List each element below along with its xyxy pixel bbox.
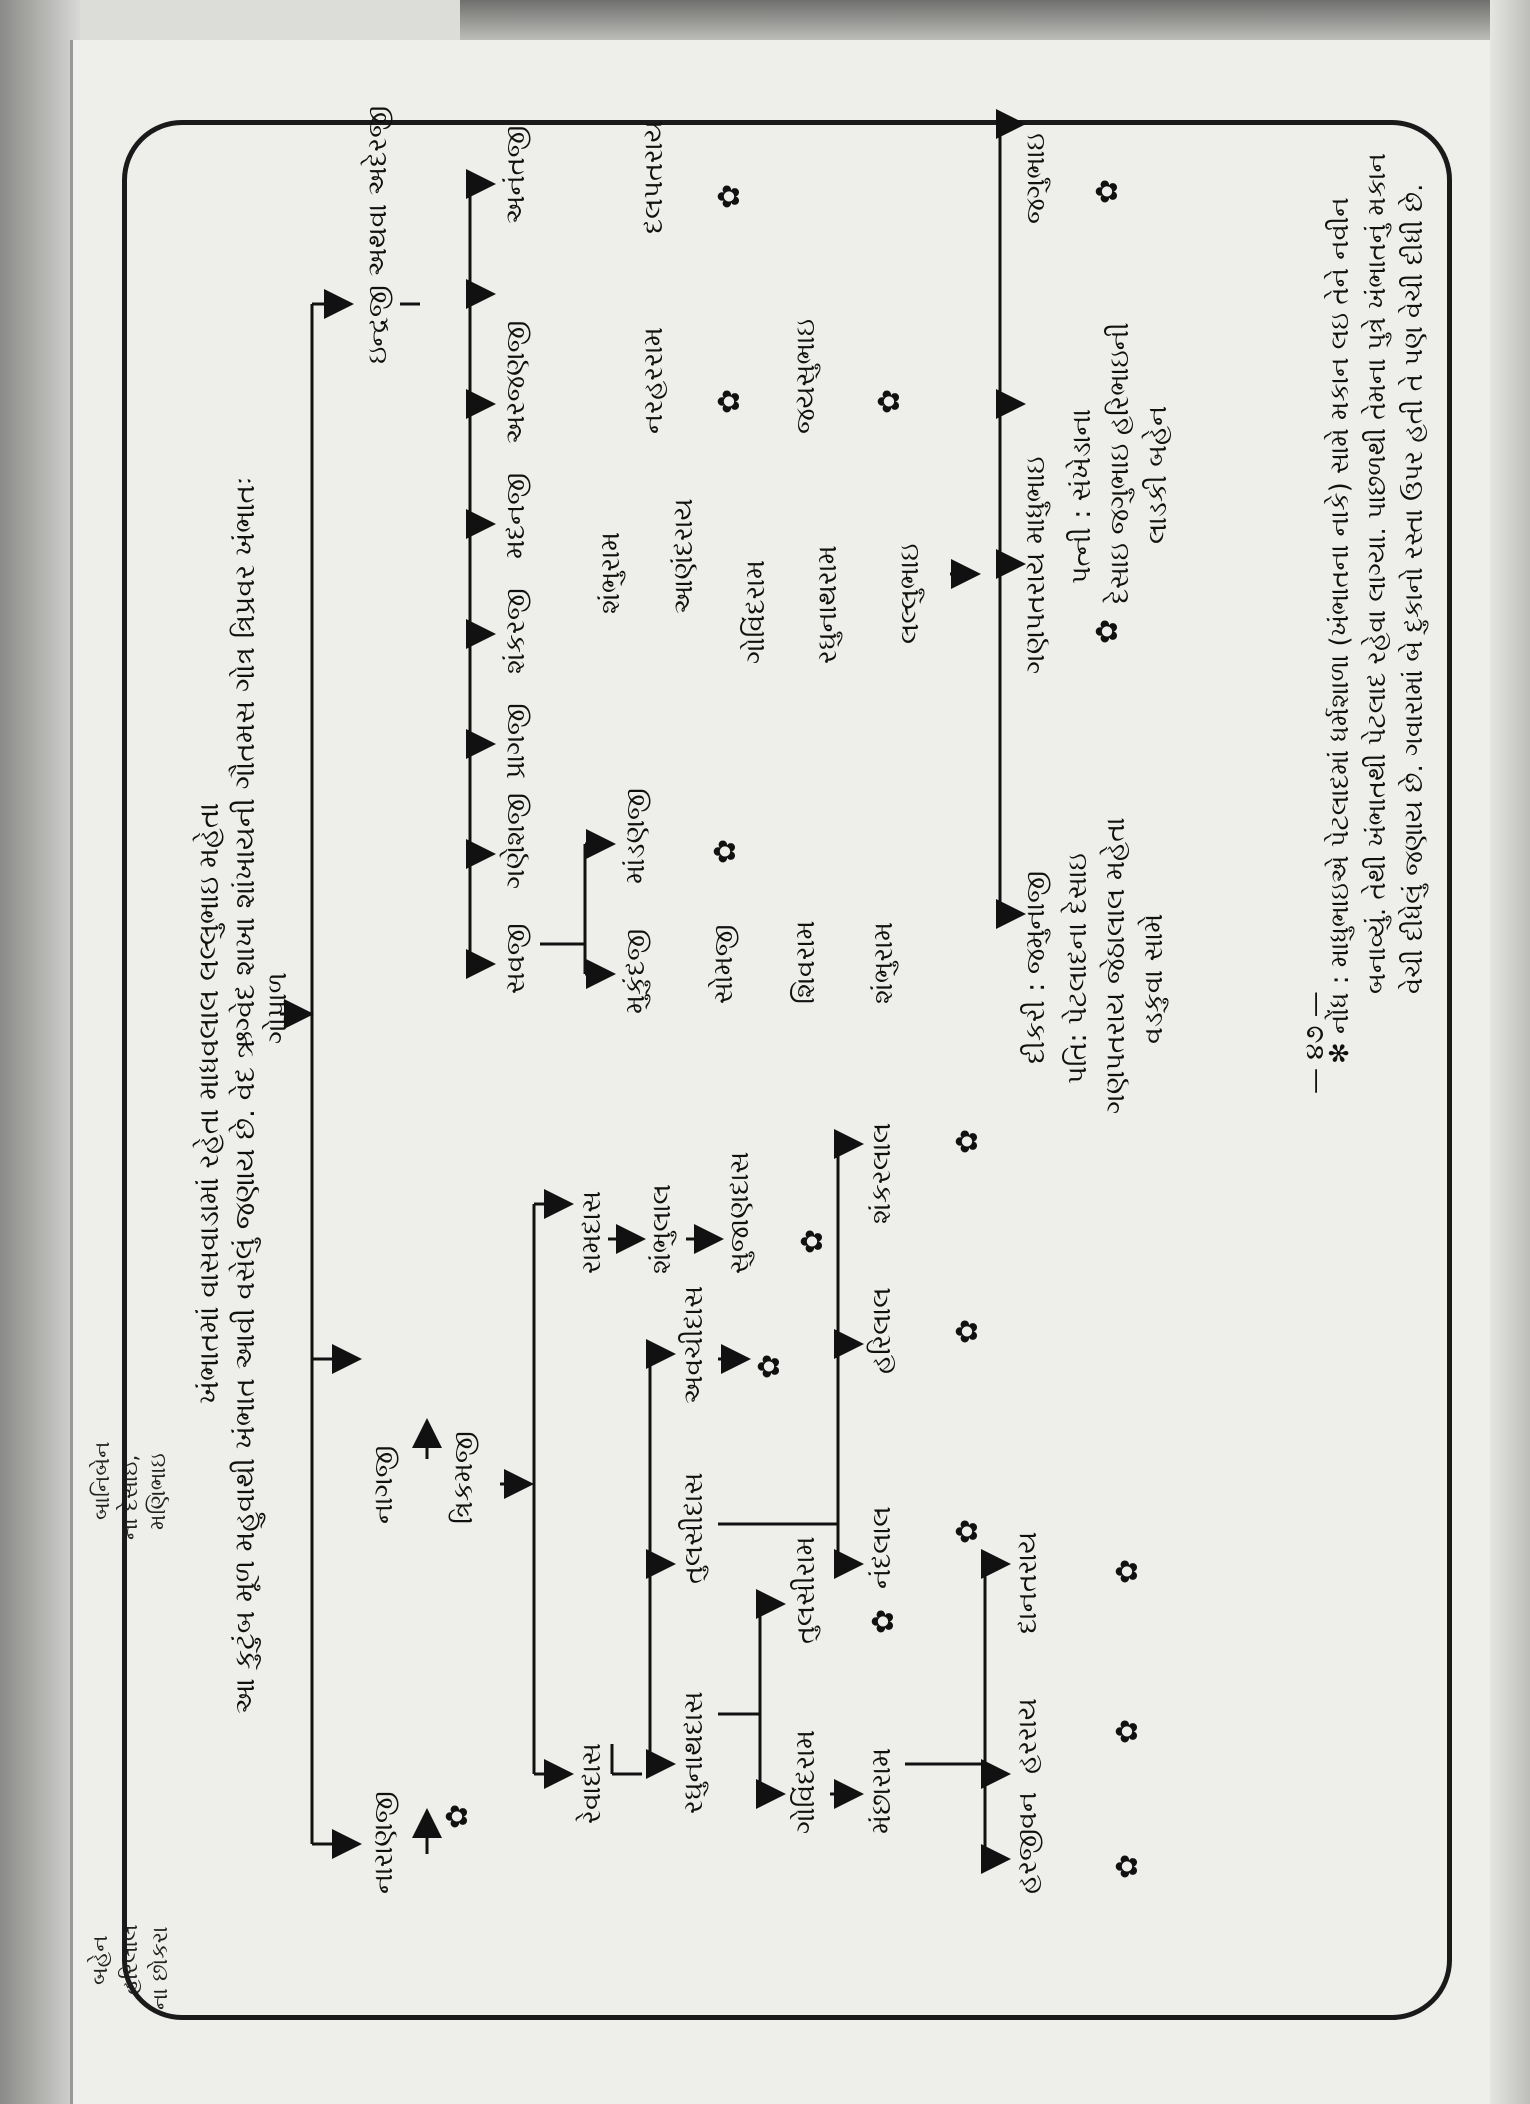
person-anandrai: આણંદરાય (668, 498, 699, 614)
person-trikamji: ત્રિકમજી (448, 1431, 479, 1524)
madhubhai-wife-3: લાડકી બહેન (1142, 405, 1173, 544)
side-text-1: બહેન (88, 1935, 113, 1985)
footnote-line-3: વેચી દીધેલું જણાય છે. ગવારામાં બે દુકાનો રસ્તા ઉપર હતી તે પણ વેચી દીધી છે. (1399, 183, 1429, 994)
footnote-line-1: ✻ નોંધ : માધુભાઇએ પેટલાદમાં ધર્મશાળા (ખંભાતના નાકે) સામે મકાન લઇ તેને નવીન (1325, 197, 1355, 1064)
daughter-line-4: વડકુવા સામે (1138, 913, 1169, 1044)
madhubhai-wife-2: દેસાઇ જગુભાઇ હરિભાઇની (1104, 322, 1135, 604)
person-tulsiram: તુલસીરામ (790, 1536, 821, 1644)
side-text-2: હરિલાલ (118, 1924, 143, 1995)
person-mandanji: માંડણજી (620, 787, 651, 884)
person-sujandas: સુજાણદાસ (724, 1151, 755, 1274)
person-nandlal: નંદલાલ (866, 1506, 897, 1589)
header-line-2: આ કુટુંબ મૂળ મહુવાથી ખંભાત આવી વસેલું જણાય છે. વેદ ઋગ્વેદ શાખા શાંખાયની ગૌતમસ ગોત્ર ત્રિપ્રવર ખંભાતઃ (228, 476, 261, 1714)
person-shankarji: શંકરજી (500, 588, 531, 674)
person-harrai: હરરાય (1012, 1698, 1043, 1774)
person-jagubhai: જગુભાઇ (1020, 133, 1051, 224)
flower-icon: ✿ (1110, 1718, 1145, 1744)
side-text-4: બાનિબેન (90, 1441, 115, 1520)
header-line-1: ખંભાતમાં વાસવાડામાં રહેતા માધવલાલ લલ્લુભાઇ મહેતા (192, 802, 225, 1404)
person-arjanji: અરજણજી (500, 320, 531, 444)
person-madhubhai: માધુભાઇ (1020, 456, 1051, 544)
person-shivram: શિવરામ (790, 920, 821, 1004)
person-ramdas: રામદાસ (576, 1190, 607, 1274)
flower-icon: ✿ (752, 1353, 787, 1379)
person-anantji: અનંતજી (500, 125, 531, 224)
madhubhai-wife-1: પત્ની : સંખેડાના (1066, 408, 1097, 584)
daughter-line-2: પતિ: પેટલાદના દેસાઇ (1062, 853, 1093, 1084)
flower-icon: ✿ (708, 838, 743, 864)
flower-icon: ✿ (712, 388, 747, 414)
flower-icon: ✿ (1090, 618, 1125, 644)
person-shambhulal: શંભુલાલ (646, 1184, 677, 1274)
person-shambhuram-1: શંભુરામ (868, 921, 899, 1004)
person-narayanji: નારાણજી (368, 1791, 399, 1894)
person-harilal: હરિલાલ (866, 1287, 897, 1374)
person-ganeshji: ગણેશજી (500, 792, 531, 889)
person-raghunathdas: રઘુનાથદાસ (678, 1691, 709, 1814)
person-tulsidas: તુલસીદાસ (678, 1472, 709, 1584)
person-shambhuram-2: શંભુરામ (595, 531, 626, 614)
tree-root: ગોપાળ (262, 972, 293, 1044)
flower-icon: ✿ (950, 1518, 985, 1544)
flower-icon: ✿ (1110, 1853, 1145, 1879)
person-manchharam: મંછારામ (866, 1747, 897, 1834)
person-govindram-2: ગોવિંદરામ (740, 559, 771, 664)
person-naharram: નરહરરામ (638, 327, 669, 434)
flower-icon: ✿ (872, 388, 907, 414)
daughter-line-3: ગણપતરાય જેઠાલાલ મહેતા (1100, 817, 1131, 1114)
footnote-line-2: બનાવ્યું. તેથી ખંભાતથી પેટલાદ રહેવા લાગ્યા. પાછળથી તેમના પુત્રે ખંભાતનું મકાન (1362, 153, 1392, 994)
flower-icon: ✿ (795, 1228, 830, 1254)
person-mukundji: મુકુંદજી (620, 928, 651, 1014)
person-savji: સવજી (500, 923, 531, 994)
side-text-6: મણિભાઇ (146, 1453, 171, 1530)
person-lallubhai: લલ્લુભાઇ (894, 543, 925, 644)
person-nagji: નાગજી (368, 1445, 399, 1524)
side-text-3: ના છોકરા (148, 1926, 173, 2010)
person-danatrai: દાનતરાય (1012, 1531, 1043, 1634)
flower-icon: ✿ (950, 1318, 985, 1344)
person-indraji: ઇન્દ્રજી અથવા અદેરજી (362, 105, 393, 364)
person-madanji: મદનજી (500, 472, 531, 559)
person-dalpatrai: દલપતરાય (638, 120, 669, 234)
daughter-line-1: દીકરી : જમુનાજી (1020, 870, 1051, 1064)
person-somji: સોમજી (708, 924, 739, 1004)
person-shankarlal: શંકરલાલ (866, 1122, 897, 1224)
flower-icon: ✿ (950, 1128, 985, 1154)
person-jaysubhai: જયસુભાઇ (790, 318, 821, 434)
side-text-5: ના દેસાઇ, (118, 1454, 143, 1540)
person-harjivan: હરજીવન (1012, 1791, 1043, 1894)
flower-icon: ✿ (1090, 178, 1125, 204)
person-ganapatrai: ગણપતરાય (1020, 552, 1051, 674)
flower-icon: ✿ (440, 1803, 475, 1829)
flower-icon: ✿ (866, 1608, 901, 1634)
flower-icon: ✿ (712, 183, 747, 209)
person-avchidas: અવચીદાસ (678, 1285, 709, 1404)
person-pragji: પ્રાગજી (500, 703, 531, 779)
page-number: — ૪૭ — (1300, 991, 1330, 1094)
person-revadas: રેવાદાસ (576, 1743, 607, 1824)
person-raghunathram: રઘુનાથરામ (812, 545, 843, 664)
flower-icon: ✿ (1110, 1558, 1145, 1584)
person-govindram: ગોવિંદરામ (790, 1729, 821, 1834)
